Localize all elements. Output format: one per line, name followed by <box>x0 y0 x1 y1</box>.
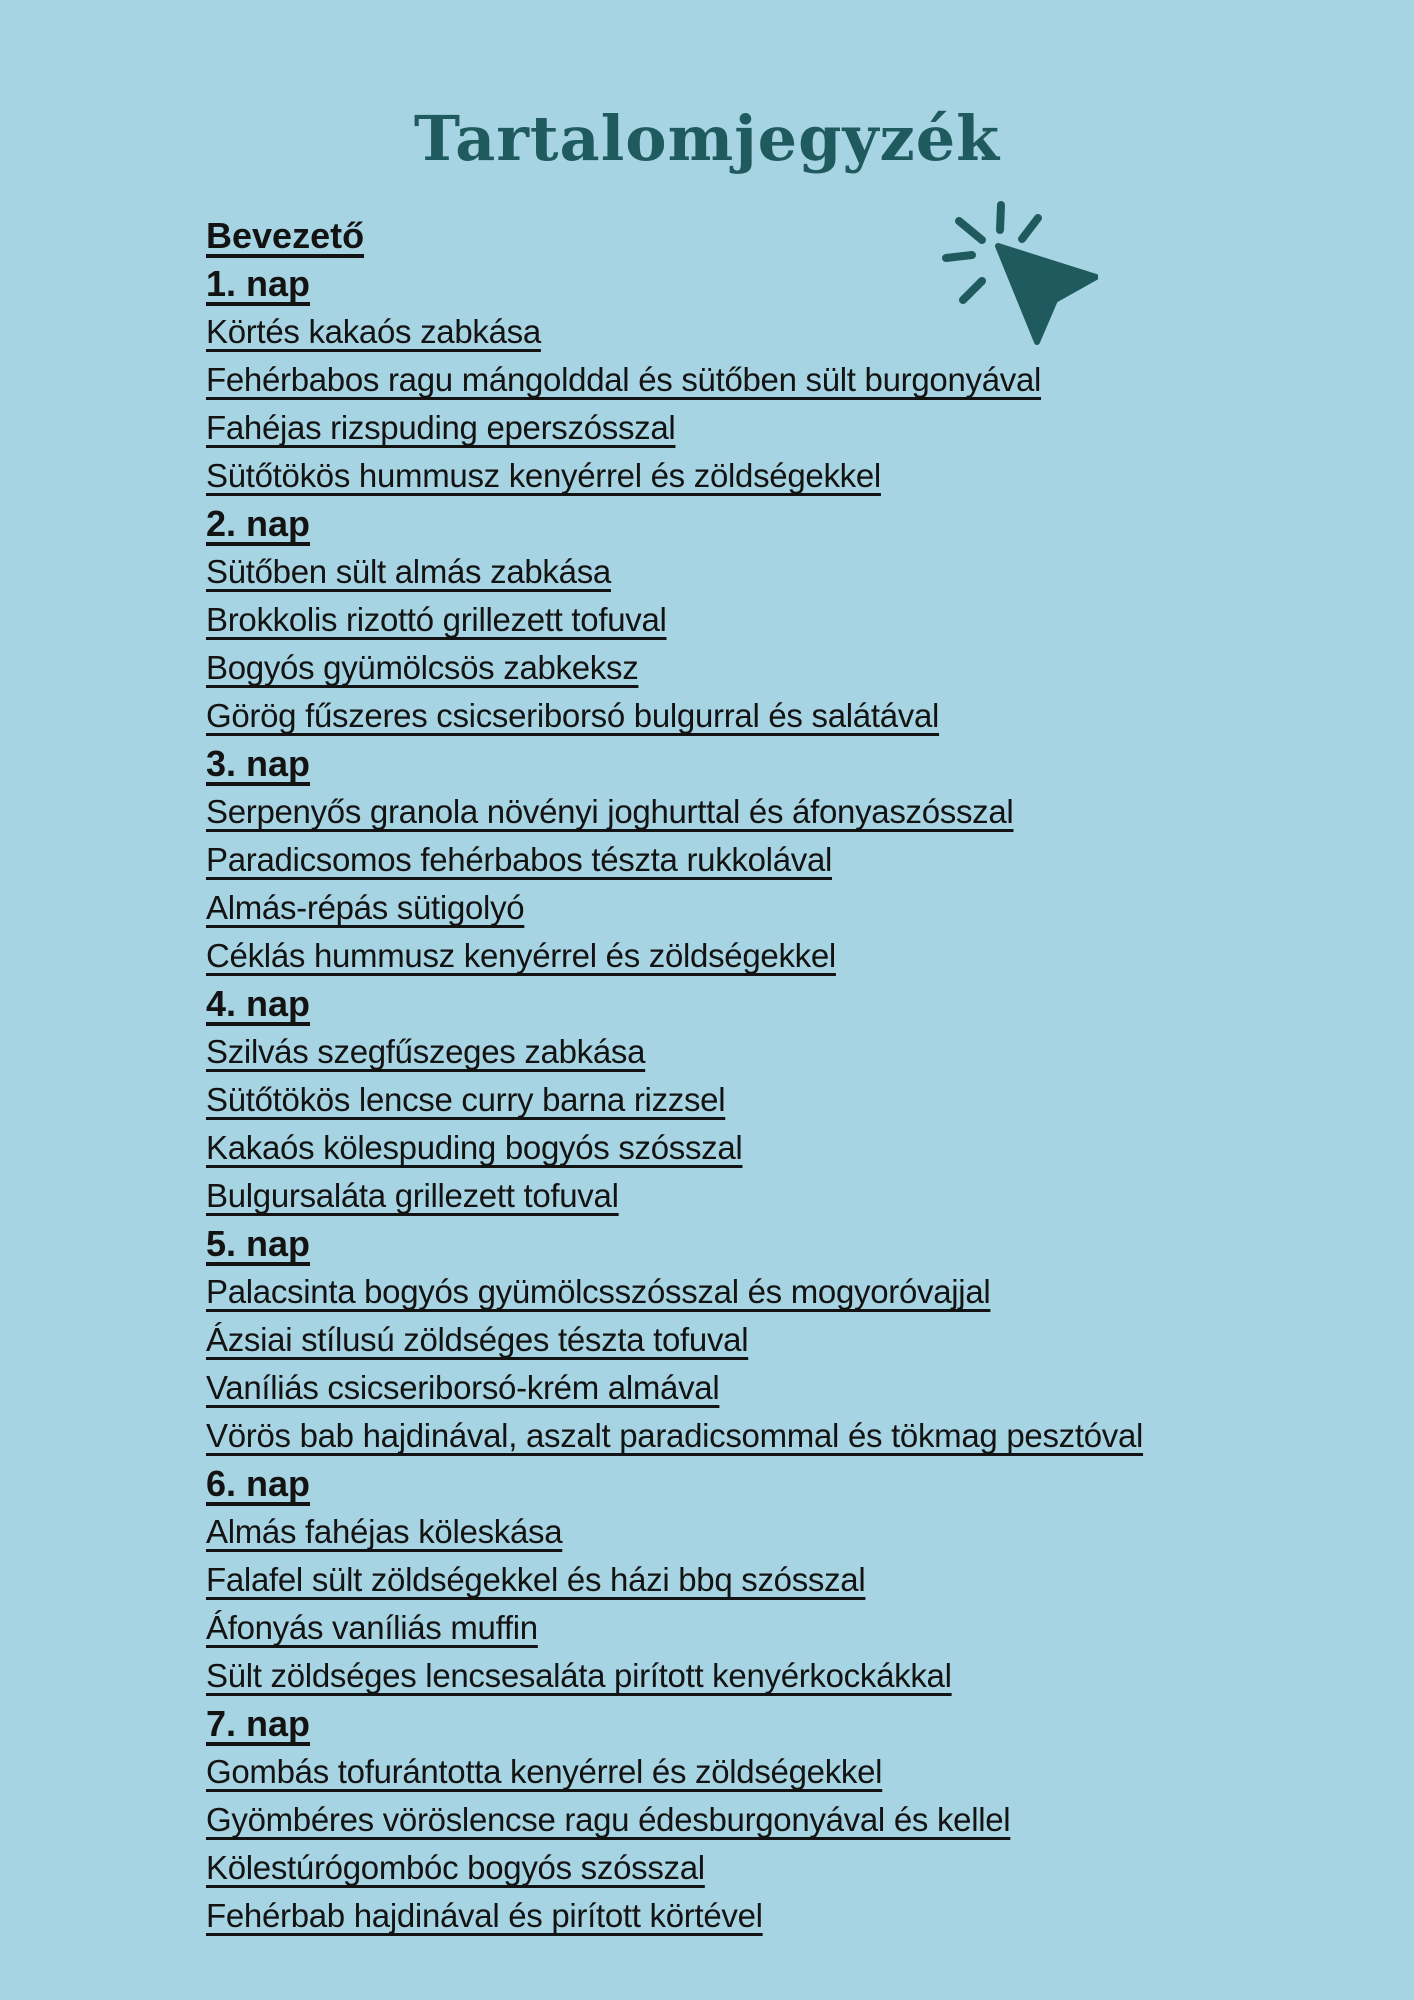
toc-item-link[interactable]: Falafel sült zöldségekkel és házi bbq szósszal <box>206 1561 866 1598</box>
toc-item-link[interactable]: Kölestúrógombóc bogyós szósszal <box>206 1849 705 1886</box>
toc-day-header[interactable]: 2. nap <box>206 503 311 544</box>
toc-link-intro[interactable]: Bevezető <box>206 215 365 256</box>
toc-item-link[interactable]: Gyömbéres vöröslencse ragu édesburgonyával és kellel <box>206 1801 1011 1838</box>
toc-day-header[interactable]: 5. nap <box>206 1223 311 1264</box>
toc-item-link[interactable]: Gombás tofurántotta kenyérrel és zöldségekkel <box>206 1753 883 1790</box>
toc-item-link[interactable]: Fehérbab hajdinával és pirított körtével <box>206 1897 763 1934</box>
toc-day-header[interactable]: 3. nap <box>206 743 311 784</box>
toc-item-link[interactable]: Vörös bab hajdinával, aszalt paradicsommal és tökmag pesztóval <box>206 1417 1144 1454</box>
toc-item-link[interactable]: Vaníliás csicseriborsó-krém almával <box>206 1369 720 1406</box>
toc-day-header[interactable]: 7. nap <box>206 1703 311 1744</box>
toc-item-link[interactable]: Görög fűszeres csicseriborsó bulgurral és salátával <box>206 697 940 734</box>
toc-item-link[interactable]: Sült zöldséges lencsesaláta pirított kenyérkockákkal <box>206 1657 952 1694</box>
toc-day-header[interactable]: 6. nap <box>206 1463 311 1504</box>
toc-item-link[interactable]: Kakaós kölespuding bogyós szósszal <box>206 1129 743 1166</box>
toc-item-link[interactable]: Áfonyás vaníliás muffin <box>206 1609 538 1646</box>
toc-item-link[interactable]: Körtés kakaós zabkása <box>206 313 541 350</box>
toc-item-link[interactable]: Sütőtökös lencse curry barna rizzsel <box>206 1081 726 1118</box>
toc-item-link[interactable]: Almás-répás sütigolyó <box>206 889 525 926</box>
toc-item-link[interactable]: Almás fahéjas köleskása <box>206 1513 563 1550</box>
toc-item-link[interactable]: Brokkolis rizottó grillezett tofuval <box>206 601 667 638</box>
toc-item-link[interactable]: Céklás hummusz kenyérrel és zöldségekkel <box>206 937 836 974</box>
page-title: Tartalomjegyzék <box>413 102 1001 175</box>
toc-item-link[interactable]: Serpenyős granola növényi joghurttal és áfonyaszósszal <box>206 793 1014 830</box>
toc-day-header[interactable]: 1. nap <box>206 263 311 304</box>
toc-item-link[interactable]: Paradicsomos fehérbabos tészta rukkolával <box>206 841 833 878</box>
toc-item-link[interactable]: Sütőtökös hummusz kenyérrel és zöldségekkel <box>206 457 881 494</box>
toc-item-link[interactable]: Sütőben sült almás zabkása <box>206 553 611 590</box>
toc-item-link[interactable]: Fahéjas rizspuding eperszósszal <box>206 409 676 446</box>
toc-item-link[interactable]: Ázsiai stílusú zöldséges tészta tofuval <box>206 1321 749 1358</box>
toc-item-link[interactable]: Palacsinta bogyós gyümölcsszósszal és mogyoróvajjal <box>206 1273 991 1310</box>
toc-item-link[interactable]: Bulgursaláta grillezett tofuval <box>206 1177 619 1214</box>
table-of-contents <box>206 212 1266 1940</box>
toc-item-link[interactable]: Szilvás szegfűszeges zabkása <box>206 1033 646 1070</box>
toc-item-link[interactable]: Fehérbabos ragu mángolddal és sütőben sült burgonyával <box>206 361 1042 398</box>
toc-day-header[interactable]: 4. nap <box>206 983 311 1024</box>
toc-item-link[interactable]: Bogyós gyümölcsös zabkeksz <box>206 649 639 686</box>
